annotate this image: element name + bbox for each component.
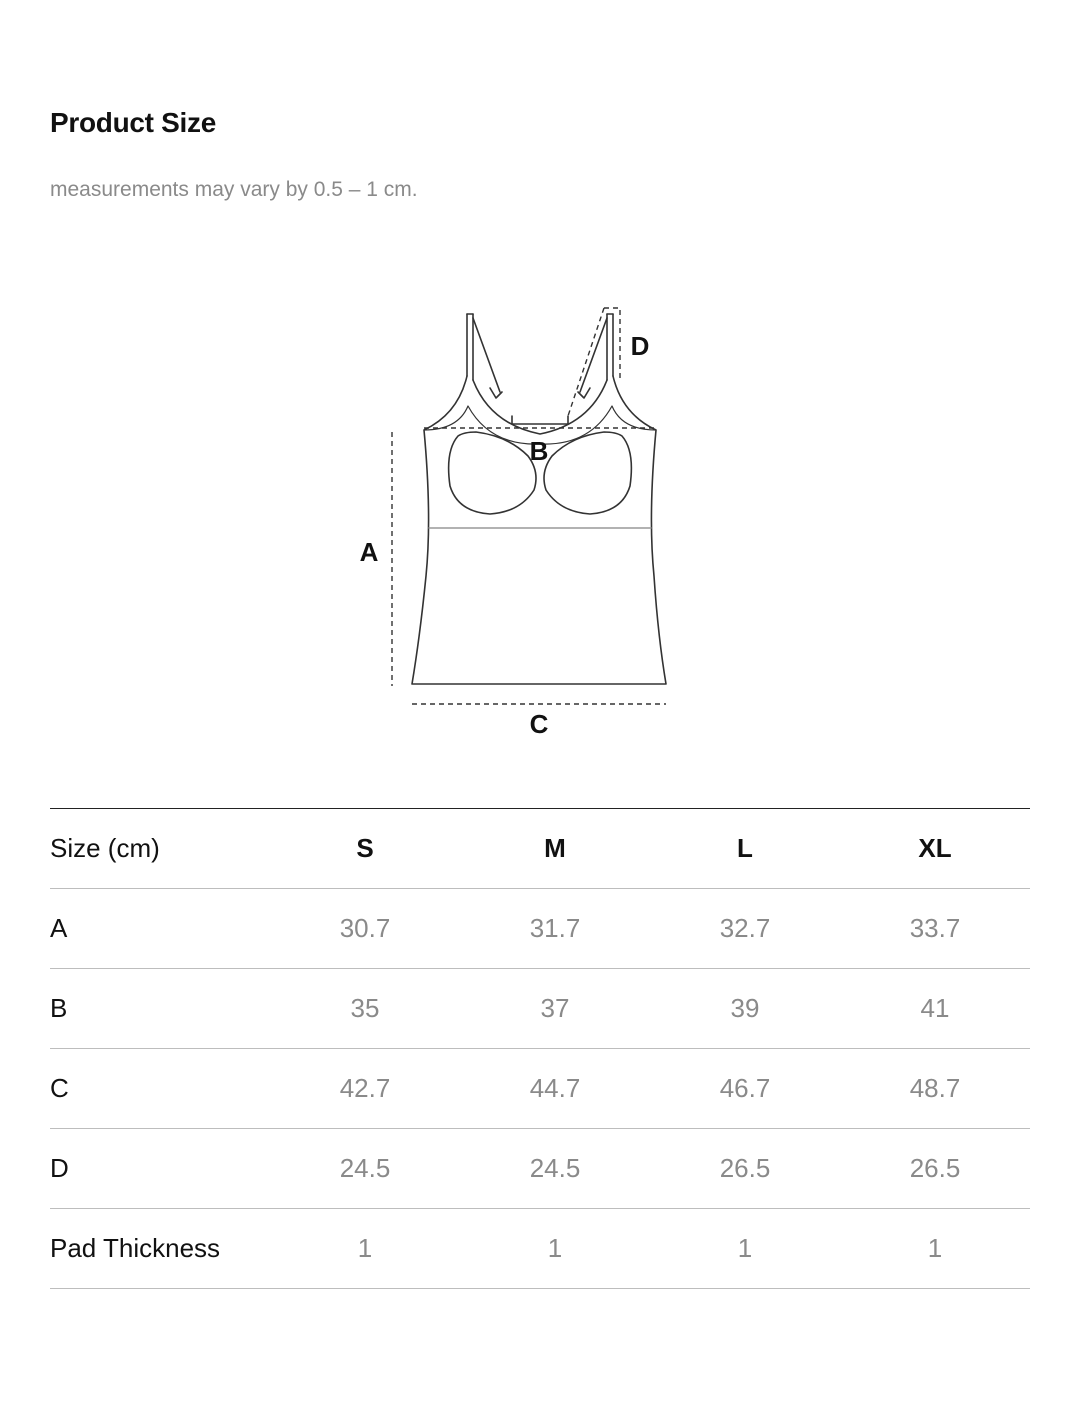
- measure-lines: [392, 308, 666, 704]
- label-a: A: [359, 537, 379, 567]
- table-cell: 1: [840, 1209, 1030, 1289]
- column-header-s: S: [270, 809, 460, 889]
- left-pad: [449, 432, 536, 514]
- row-label: C: [50, 1049, 270, 1129]
- table-cell: 32.7: [650, 889, 840, 969]
- table-cell: 44.7: [460, 1049, 650, 1129]
- label-b: B: [529, 436, 549, 466]
- row-label: A: [50, 889, 270, 969]
- table-cell: 48.7: [840, 1049, 1030, 1129]
- table-row: [50, 1209, 1030, 1289]
- left-strap-adjuster: [490, 388, 502, 398]
- table-row: [50, 889, 1030, 969]
- table-cell: 37: [460, 969, 650, 1049]
- table-cell: 46.7: [650, 1049, 840, 1129]
- table-cell: 26.5: [650, 1129, 840, 1209]
- right-pad: [544, 432, 631, 514]
- table-cell: 39: [650, 969, 840, 1049]
- label-d: D: [630, 331, 650, 361]
- table-header-row: [50, 809, 1030, 889]
- table-cell: 41: [840, 969, 1030, 1049]
- table-row: [50, 1129, 1030, 1209]
- left-strap-back: [473, 318, 500, 392]
- table-cell: 24.5: [270, 1129, 460, 1209]
- neckline: [473, 380, 607, 434]
- table-cell: 1: [460, 1209, 650, 1289]
- back-panel: [512, 416, 568, 424]
- right-strap-adjuster: [578, 388, 590, 398]
- measure-line-d: [568, 308, 604, 416]
- right-strap-back: [580, 318, 607, 392]
- table-row: [50, 969, 1030, 1049]
- column-header-xl: XL: [840, 809, 1030, 889]
- table-cell: 1: [270, 1209, 460, 1289]
- label-c: C: [529, 709, 549, 739]
- body-outline: [412, 376, 666, 684]
- row-label: B: [50, 969, 270, 1049]
- table-row: [50, 1049, 1030, 1129]
- table-cell: 42.7: [270, 1049, 460, 1129]
- table-cell: 1: [650, 1209, 840, 1289]
- camisole-size-diagram: [340, 296, 740, 756]
- size-unit-header: Size (cm): [50, 809, 270, 889]
- measurement-note: measurements may vary by 0.5 – 1 cm.: [50, 178, 418, 201]
- table-cell: 26.5: [840, 1129, 1030, 1209]
- size-table: [50, 808, 1030, 1289]
- column-header-l: L: [650, 809, 840, 889]
- table-cell: 35: [270, 969, 460, 1049]
- row-label: Pad Thickness: [50, 1209, 270, 1289]
- table-cell: 30.7: [270, 889, 460, 969]
- row-label: D: [50, 1129, 270, 1209]
- table-cell: 24.5: [460, 1129, 650, 1209]
- table-cell: 33.7: [840, 889, 1030, 969]
- garment-outline: [412, 314, 666, 684]
- page-title: Product Size: [50, 107, 216, 138]
- table-cell: 31.7: [460, 889, 650, 969]
- column-header-m: M: [460, 809, 650, 889]
- camisole-illustration: [340, 296, 740, 756]
